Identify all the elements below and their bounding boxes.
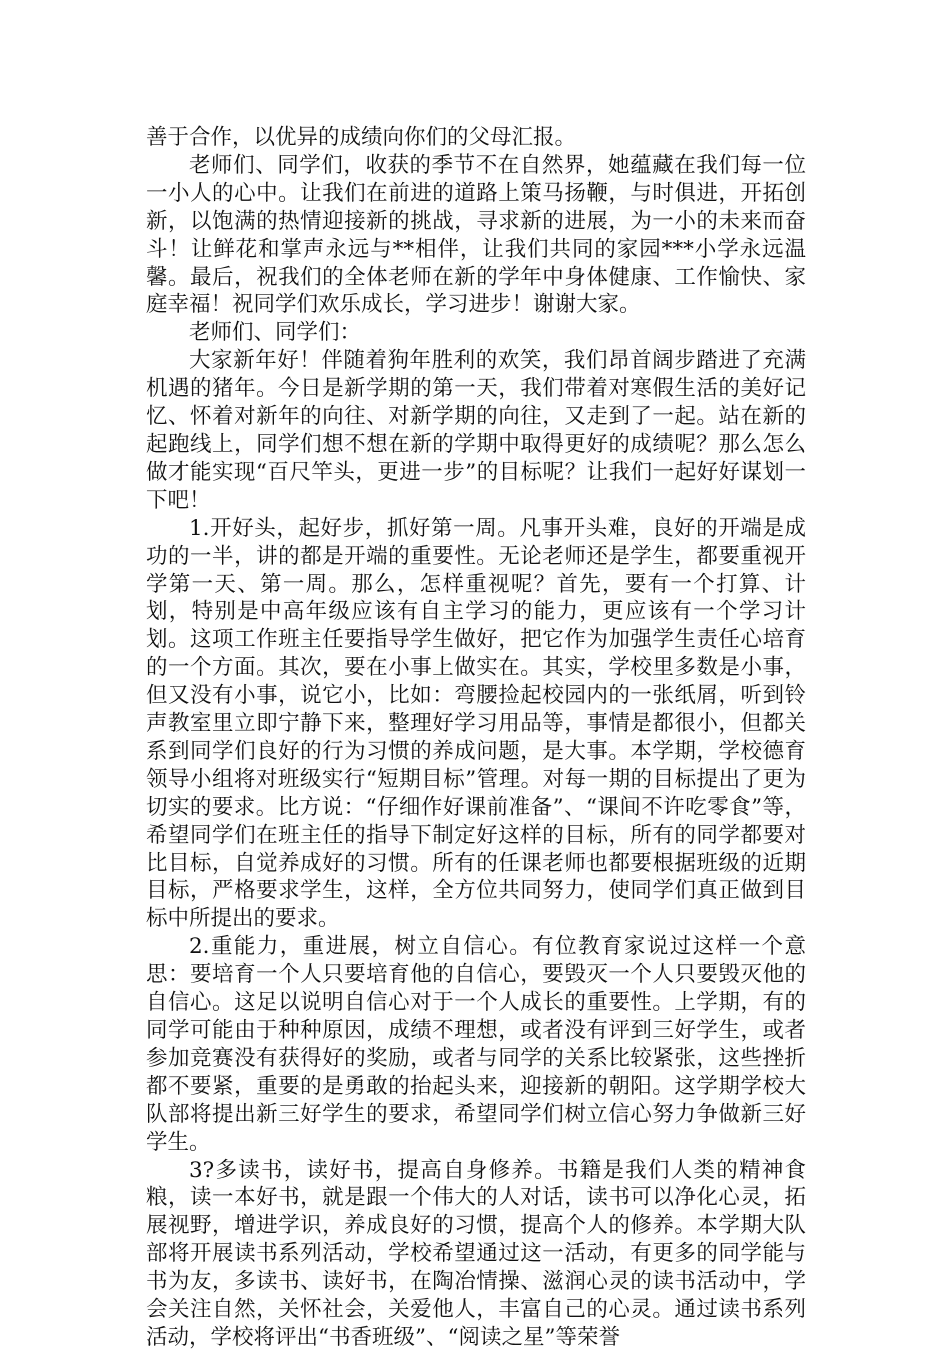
paragraph-point-2: 2.重能力，重进展，树立自信心。有位教育家说过这样一个意思：要培育一个人只要培育他的自信心，要毁灭一个人只要毁灭他的自信心。这足以说明自信心对于一个人成长的重要性。上学期，有的同学可能由于种种原因，成绩不理想，或者没有评到三好学生，或者参加竞赛没有获得好的奖励，或者与同学的关系比较紧张，这些挫折都不要紧，重要的是勇敢的抬起头来，迎接新的朝阳。这学期学校大队部将提出新三好学生的要求，希望同学们树立信心努力争做新三好学生。 bbox=[146, 934, 806, 1155]
paragraph-point-3: 3?多读书，读好书，提高自身修养。书籍是我们人类的精神食粮，读一本好书，就是跟一个伟大的人对话，读书可以净化心灵，拓展视野，增进学识，养成良好的习惯，提高个人的修养。本学期大队部将开展读书系列活动，学校希望通过这一活动，有更多的同学能与书为友，多读书、读好书，在陶冶情操、滋润心灵的读书活动中，学会关注自然，关怀社会，关爱他人，丰富自己的心灵。通过读书系列活动，学校将评出“书香班级”、“阅读之星”等荣誉 bbox=[146, 1157, 806, 1350]
paragraph-point-1: 1.开好头，起好步，抓好第一周。凡事开头难，良好的开端是成功的一半，讲的都是开端的重要性。无论老师还是学生，都要重视开学第一天、第一周。那么，怎样重视呢？首先，要有一个打算、计划，特别是中高年级应该有自主学习的能力，更应该有一个学习计划。这项工作班主任要指导学生做好，把它作为加强学生责任心培育的一个方面。其次，要在小事上做实在。其实，学校里多数是小事，但又没有小事，说它小，比如：弯腰捡起校园内的一张纸屑，听到铃声教室里立即宁静下来，整理好学习用品等，事情是都很小，但都关系到同学们良好的行为习惯的养成问题，是大事。本学期，学校德育领导小组将对班级实行“短期目标”管理。对每一期的目标提出了更为切实的要求。比方说：“仔细作好课前准备”、“课间不许吃零食”等，希望同学们在班主任的指导下制定好这样的目标，所有的同学都要对比目标，自觉养成好的习惯。所有的任课老师也都要根据班级的近期目标，严格要求学生，这样，全方位共同努力，使同学们真正做到目标中所提出的要求。 bbox=[146, 515, 807, 932]
paragraph-new-year: 大家新年好！伴随着狗年胜利的欢笑，我们昂首阔步踏进了充满机遇的猪年。今日是新学期的第一天，我们带着对寒假生活的美好记忆、怀着对新年的向往、对新学期的向往，又走到了一起。站在新的起跑线上，同学们想不想在新的学期中取得更好的成绩呢？那么怎么做才能实现“百尺竿头，更进一步”的目标呢？让我们一起好好谋划一下吧！ bbox=[146, 348, 806, 513]
paragraph-closing-line: 善于合作，以优异的成绩向你们的父母汇报。 bbox=[146, 125, 577, 150]
document-page bbox=[146, 124, 806, 1352]
paragraph-harvest-season: 老师们、同学们，收获的季节不在自然界，她蕴藏在我们每一位一小人的心中。让我们在前进的道路上策马扬鞭，与时俱进，开拓创新，以饱满的热情迎接新的挑战，寻求新的进展，为一小的未来而奋斗！让鲜花和掌声永远与**相伴，让我们共同的家园***小学永远温馨。最后，祝我们的全体老师在新的学年中身体健康、工作愉快、家庭幸福！祝同学们欢乐成长，学习进步！谢谢大家。 bbox=[146, 152, 806, 318]
paragraph-greeting: 老师们、同学们： bbox=[189, 320, 362, 346]
